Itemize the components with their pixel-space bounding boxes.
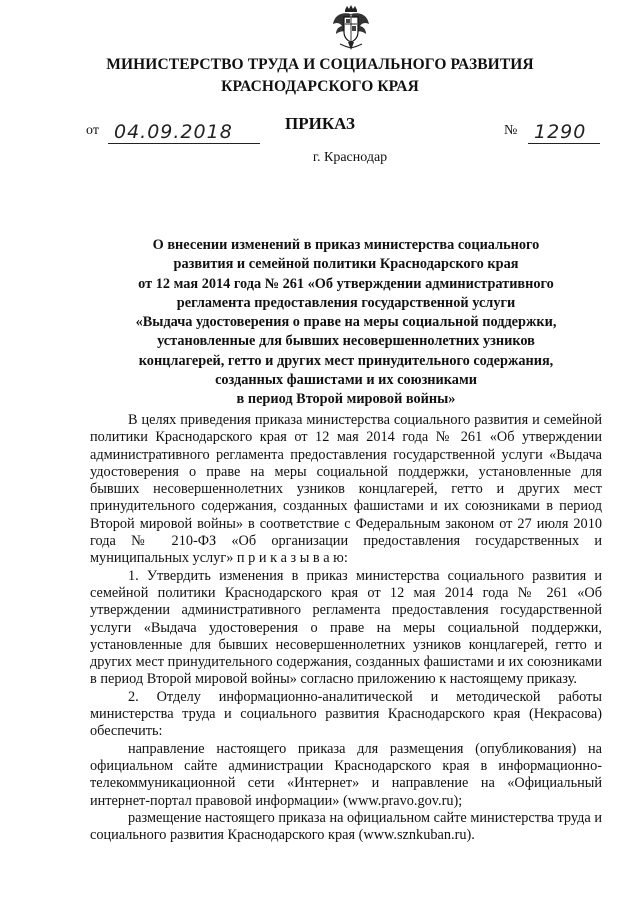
date-handwritten: 04.09.2018 [114, 121, 233, 143]
ministry-name-line1: МИНИСТЕРСТВО ТРУДА И СОЦИАЛЬНОГО РАЗВИТИЯ [106, 56, 534, 73]
order-date [86, 121, 233, 143]
order-number [504, 121, 587, 143]
order-body [90, 412, 602, 844]
preamble-paragraph: В целях приведения приказа министерства социального развития и семейной политики Краснодарского края от 12 мая 2014 года № 261 «Об утверждении административного регламента предоставления государственной услуги «Выдача удостоверения о праве на меры социальной поддержки, установленные для бывших несовершеннолетних узников концлагерей, гетто и других мест принудительного содержания, созданных фашистами и их союзниками в период Второй мировой войны» в соответствие с Федеральным законом от 27 июля 2010 года № 210-ФЗ «Об организации предоставления государственных и муниципальных услуг» п р и к а з ы в а ю: [90, 412, 602, 567]
ministry-name [0, 54, 640, 98]
subject-line: «Выдача удостоверения о праве на меры социальной поддержки, [135, 314, 557, 331]
number-prefix: № [504, 123, 518, 138]
ministry-name-line2: КРАСНОДАРСКОГО КРАЯ [221, 78, 419, 95]
clause-2-item-paragraph: направление настоящего приказа для размещения (опубликования) на официальном сайте администрации Краснодарского края в информационно-телекоммуникационной сети «Интернет» и направление на «Официальный интернет-портал правовой информации» (www.pravo.gov.ru); [90, 740, 602, 809]
subject-line: от 12 мая 2014 года № 261 «Об утверждении административного [138, 275, 554, 292]
subject-line: в период Второй мировой войны» [236, 391, 456, 408]
clause-2-paragraph: 2. Отделу информационно-аналитической и методической работы министерства труда и социального развития Краснодарского края (Некрасова) обеспечить: [90, 688, 602, 740]
order-subject [90, 236, 602, 410]
subject-line: О внесении изменений в приказ министерства социального [152, 237, 540, 253]
subject-line: концлагерей, гетто и других мест принудительного содержания, [138, 352, 554, 369]
number-handwritten: 1290 [534, 121, 587, 143]
city: г. Краснодар [312, 150, 388, 165]
clause-1-paragraph: 1. Утвердить изменения в приказ министерства социального развития и семейной политики Краснодарского края от 12 мая 2014 года № 261 «Об утверждении административного регламента предоставления государственной услуги «Выдача удостоверения о праве на меры социальной поддержки, установленные для бывших несовершеннолетних узников концлагерей, гетто и других мест принудительного содержания, созданных фашистами и их союзниками в период Второй мировой войны» согласно приложению к настоящему приказу. [90, 567, 602, 688]
clause-2-item-paragraph: размещение настоящего приказа на официальном сайте министерства труда и социального развития Краснодарского края (www.sznkuban.ru). [90, 809, 602, 844]
subject-line: развития и семейной политики Краснодарского края [173, 256, 519, 273]
coat-of-arms-emblem [331, 4, 371, 52]
order-title: ПРИКАЗ [285, 114, 355, 133]
number-underline [528, 143, 600, 144]
date-underline [108, 143, 260, 144]
subject-line: установленные для бывших несовершеннолетних узников [157, 333, 535, 350]
subject-line: регламента предоставления государственной услуги [176, 294, 516, 311]
date-prefix: от [86, 123, 99, 138]
subject-line: созданных фашистами и их союзниками [215, 372, 477, 389]
